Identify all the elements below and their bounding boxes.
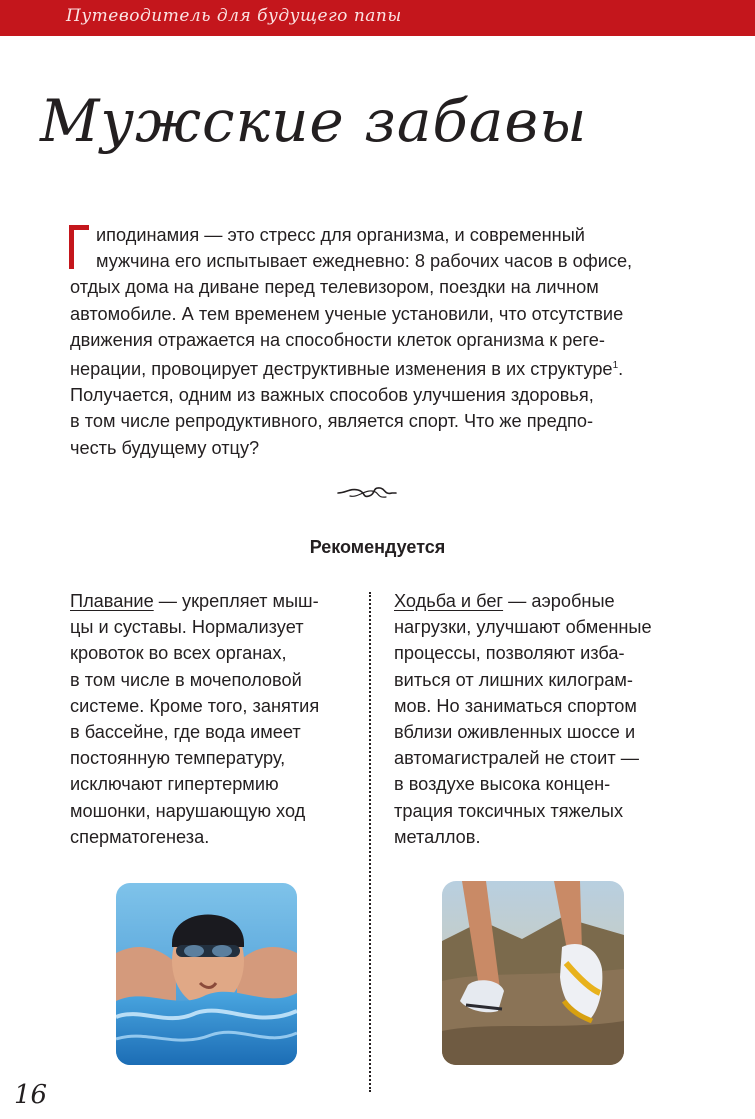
swirl-ornament-icon (336, 484, 398, 502)
swimming-term: Плавание (70, 591, 154, 611)
column-line: мошонки, нарушающую ход (70, 800, 306, 821)
column-line: процессы, позволяют изба- (394, 643, 625, 664)
swimming-column (70, 588, 355, 850)
intro-line: движения отражается на способности клеток организма к реге- (70, 329, 605, 350)
page-title: Мужские забавы (40, 87, 588, 155)
page-number: 16 (14, 1080, 48, 1110)
intro-line: иподинамия — это стресс для организма, и современный (96, 225, 585, 245)
column-line: в том числе в мочеполовой (70, 669, 302, 690)
column-line: Плавание — укрепляет мыш- (70, 591, 319, 611)
intro-line: честь будущему отцу? (70, 437, 260, 458)
column-line: трация токсичных тяжелых (394, 800, 624, 821)
column-line: Ходьба и бег — аэробные (394, 591, 615, 611)
column-line: вблизи оживленных шоссе и (394, 722, 636, 743)
column-line: сперматогенеза. (70, 826, 210, 847)
intro-paragraph (70, 222, 670, 461)
column-line: мов. Но заниматься спортом (394, 695, 637, 716)
column-line: цы и суставы. Нормализует (70, 617, 304, 638)
section-heading: Рекомендуется (309, 537, 446, 557)
intro-line: отдых дома на диване перед телевизором, поездки на личном (70, 277, 599, 298)
intro-line: Получается, одним из важных способов улучшения здоровья, (70, 385, 594, 406)
column-line: постоянную температуру, (70, 748, 286, 769)
column-divider (369, 592, 371, 1092)
walking-running-column (394, 588, 679, 850)
column-line: виться от лишних килограм- (394, 669, 633, 690)
runner-photo (442, 881, 624, 1065)
intro-line: автомобиле. А тем временем ученые установили, что отсутствие (70, 303, 624, 324)
footnote-marker: 1 (612, 360, 619, 372)
column-line: в бассейне, где вода имеет (70, 722, 301, 743)
column-line: кровоток во всех органах, (70, 643, 287, 664)
drop-cap-letter (69, 225, 89, 269)
swimmer-photo (116, 883, 297, 1065)
running-header: Путеводитель для будущего папы (66, 6, 402, 26)
column-line: нагрузки, улучшают обменные (394, 617, 652, 638)
intro-line: мужчина его испытывает ежедневно: 8 рабочих часов в офисе, (96, 251, 633, 272)
header-bar (0, 0, 755, 36)
intro-line: в том числе репродуктивного, является спорт. Что же предпо- (70, 411, 594, 432)
column-line: автомагистралей не стоит — (394, 748, 639, 769)
column-line: исключают гипертермию (70, 774, 279, 795)
walking-running-term: Ходьба и бег (394, 591, 504, 611)
column-line: металлов. (394, 826, 481, 847)
intro-line: нерации, провоцирует деструктивные изменения в их структуре$^1$. (70, 359, 624, 380)
column-line: системе. Кроме того, занятия (70, 695, 320, 716)
column-line: в воздухе высока концен- (394, 774, 611, 795)
